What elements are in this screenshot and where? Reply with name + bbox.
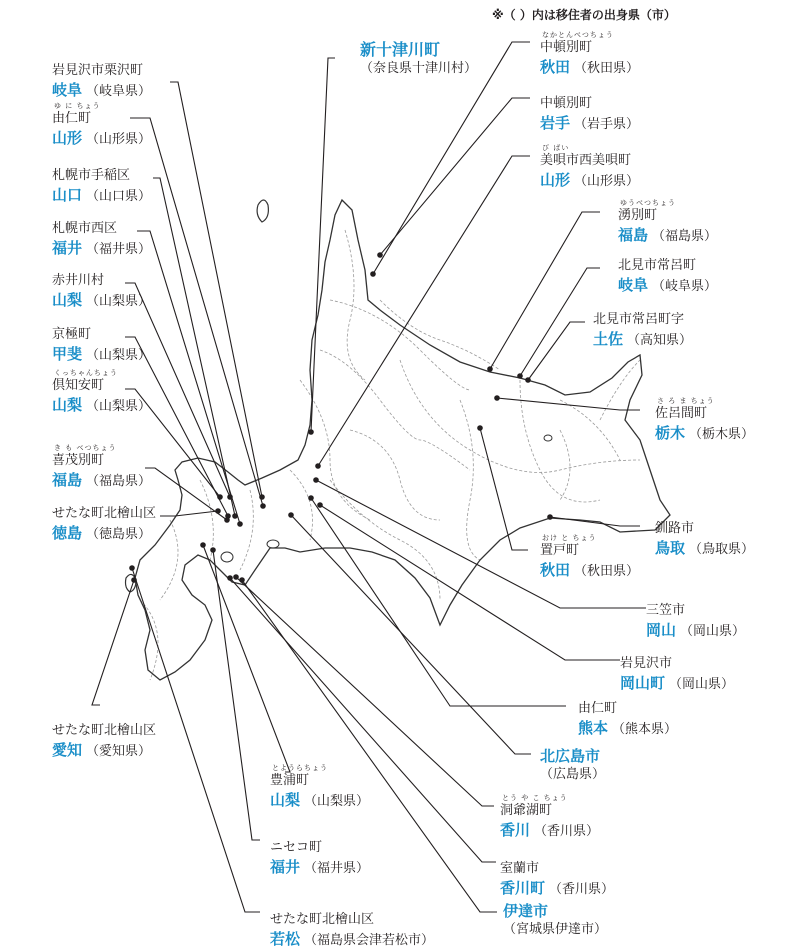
- label-kurisawa: 岩見沢市栗沢町 岐阜 （岐阜県）: [52, 63, 152, 99]
- rishiri-island: [257, 200, 268, 222]
- label-setana-wakamatsu: せたな町北檜山区 若松 （福島県会津若松市）: [270, 912, 435, 948]
- label-toyako: とう や こ ちょう 洞爺湖町 香川 （香川県）: [500, 794, 600, 839]
- label-shintotsukawa: 新十津川町 （奈良県十津川村）: [360, 40, 478, 76]
- label-saroma: さ ろ ま ちょう 佐呂間町 栃木 （栃木県）: [655, 397, 755, 442]
- label-nakatombetsu-akita: なかとんべつちょう 中頓別町 秋田 （秋田県）: [540, 31, 640, 76]
- label-kitahiroshima: 北広島市 （広島県）: [540, 747, 606, 782]
- label-nakatombetsu-iwate: 中頓別町 岩手 （岩手県）: [540, 96, 640, 132]
- label-iwamizawa: 岩見沢市 岡山町 （岡山県）: [620, 656, 735, 692]
- legend-note: ※（ ）内は移住者の出身県（市）: [492, 8, 676, 22]
- label-kyogoku: 京極町 甲斐 （山梨県）: [52, 327, 152, 363]
- label-setana-aichi: せたな町北檜山区 愛知 （愛知県）: [52, 723, 157, 759]
- label-nishi-ku: 札幌市西区 福井 （福井県）: [52, 221, 152, 257]
- label-teine: 札幌市手稲区 山口 （山口県）: [52, 168, 152, 204]
- label-akaigawa: 赤井川村 山梨 （山梨県）: [52, 273, 152, 309]
- label-toyoura: とようらちょう 豊浦町 山梨 （山梨県）: [270, 764, 370, 809]
- label-muroran: 室蘭市 香川町 （香川県）: [500, 861, 615, 897]
- label-setana-tokushima: せたな町北檜山区 徳島 （徳島県）: [52, 506, 157, 542]
- label-bibai: び ばい 美唄市西美唄町 山形 （山形県）: [540, 144, 640, 189]
- label-date: 伊達市 （宮城県伊達市）: [503, 902, 608, 937]
- label-kushiro: 釧路市 鳥取 （鳥取県）: [655, 521, 755, 557]
- label-yubetsu: ゆうべつちょう 湧別町 福島 （福島県）: [618, 199, 718, 244]
- label-tokoro-gifu: 北見市常呂町 岐阜 （岐阜県）: [618, 258, 718, 294]
- lakes: [221, 435, 552, 562]
- label-niseko: ニセコ町 福井 （福井県）: [270, 840, 370, 876]
- label-oketo: おけ と ちょう 置戸町 秋田 （秋田県）: [540, 534, 640, 579]
- label-kutchan: くっちゃんちょう 倶知安町 山梨 （山梨県）: [52, 369, 152, 414]
- label-yuni-kumamoto: 由仁町 熊本 （熊本県）: [578, 701, 678, 737]
- label-yuni-yamagata: ゆ に ちょう 由仁町 山形 （山形県）: [52, 102, 152, 147]
- label-tokoro-tosa: 北見市常呂町字 土佐 （高知県）: [593, 312, 693, 348]
- municipal-borders: [140, 230, 640, 680]
- location-dots: [129, 252, 553, 583]
- label-mikasa: 三笠市 岡山 （岡山県）: [646, 603, 746, 639]
- label-kimobetsu: き も べつちょう 喜茂別町 福島 （福島県）: [52, 444, 152, 489]
